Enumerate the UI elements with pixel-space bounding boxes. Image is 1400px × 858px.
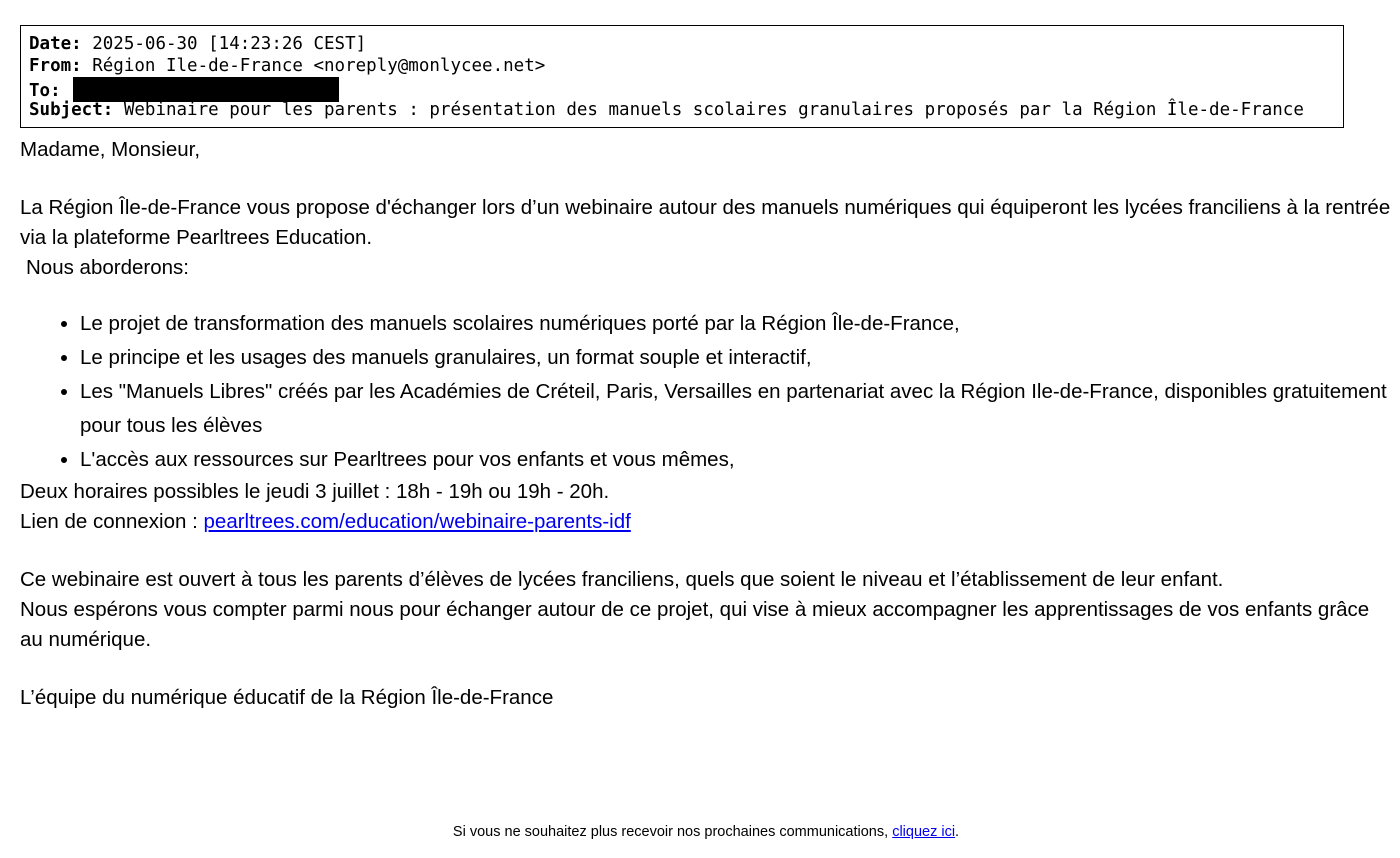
intro-paragraph: La Région Île-de-France vous propose d'échanger lors d’un webinaire autour des manuels numériques qui équiperont les lycées franciliens à la rentrée via la plateforme Pearltrees Education. — [20, 196, 1391, 249]
spacer — [20, 537, 1396, 565]
topics-intro: Nous aborderons: — [26, 256, 189, 279]
email-header — [20, 25, 1344, 128]
to-line — [29, 77, 1335, 99]
footer-period: . — [955, 824, 960, 840]
date-label: Date: — [29, 34, 82, 54]
list-item: • Le projet de transformation des manuels scolaires numériques porté par la Région Île-de-France, — [80, 307, 1396, 341]
list-item: • L'accès aux ressources sur Pearltrees pour vos enfants et vous mêmes, — [80, 443, 1396, 477]
subject-value: Webinaire pour les parents : présentation des manuels scolaires granulaires proposés par la Région Île-de-France — [123, 100, 1304, 120]
topics-list — [20, 307, 1396, 477]
footer-text: Si vous ne souhaitez plus recevoir nos prochaines communications, — [452, 824, 889, 840]
from-value: Région Ile-de-France <noreply@monlycee.net> — [92, 56, 546, 76]
link-line — [20, 507, 1396, 537]
date-value: 2025-06-30 [14:23:26 CEST] — [92, 34, 367, 54]
spacer — [20, 655, 1396, 683]
spacer — [20, 165, 1396, 193]
unsubscribe-link[interactable]: cliquez ici — [892, 824, 956, 840]
from-label: From: — [29, 56, 82, 76]
link-label: Lien de connexion : — [20, 510, 198, 533]
greeting: Madame, Monsieur, — [20, 138, 201, 161]
date-line — [29, 33, 1335, 55]
signature: L’équipe du numérique éducatif de la Région Île-de-France — [20, 686, 554, 709]
from-line — [29, 55, 1335, 77]
list-item: • Le principe et les usages des manuels granulaires, un format souple et interactif, — [80, 341, 1396, 375]
to-label: To: — [29, 81, 61, 101]
webinar-link[interactable]: pearltrees.com/education/webinaire-parents-idf — [203, 510, 631, 533]
subject-label: Subject: — [29, 100, 114, 120]
schedule: Deux horaires possibles le jeudi 3 juillet : 18h - 19h ou 19h - 20h. — [20, 480, 610, 503]
subject-line — [29, 99, 1335, 121]
email-body — [20, 135, 1396, 713]
list-item: • Les "Manuels Libres" créés par les Académies de Créteil, Paris, Versailles en partenariat avec la Région Ile-de-France, disponibles gratuitement pour tous les élèves — [80, 375, 1396, 443]
unsubscribe-footer — [0, 822, 1400, 842]
hope-paragraph: Nous espérons vous compter parmi nous pour échanger autour de ce projet, qui vise à mieux accompagner les apprentissages de vos enfants grâce au numérique. — [20, 598, 1370, 651]
open-to-all-paragraph: Ce webinaire est ouvert à tous les parents d’élèves de lycées franciliens, quels que soient le niveau et l’établissement de leur enfant. — [20, 568, 1224, 591]
